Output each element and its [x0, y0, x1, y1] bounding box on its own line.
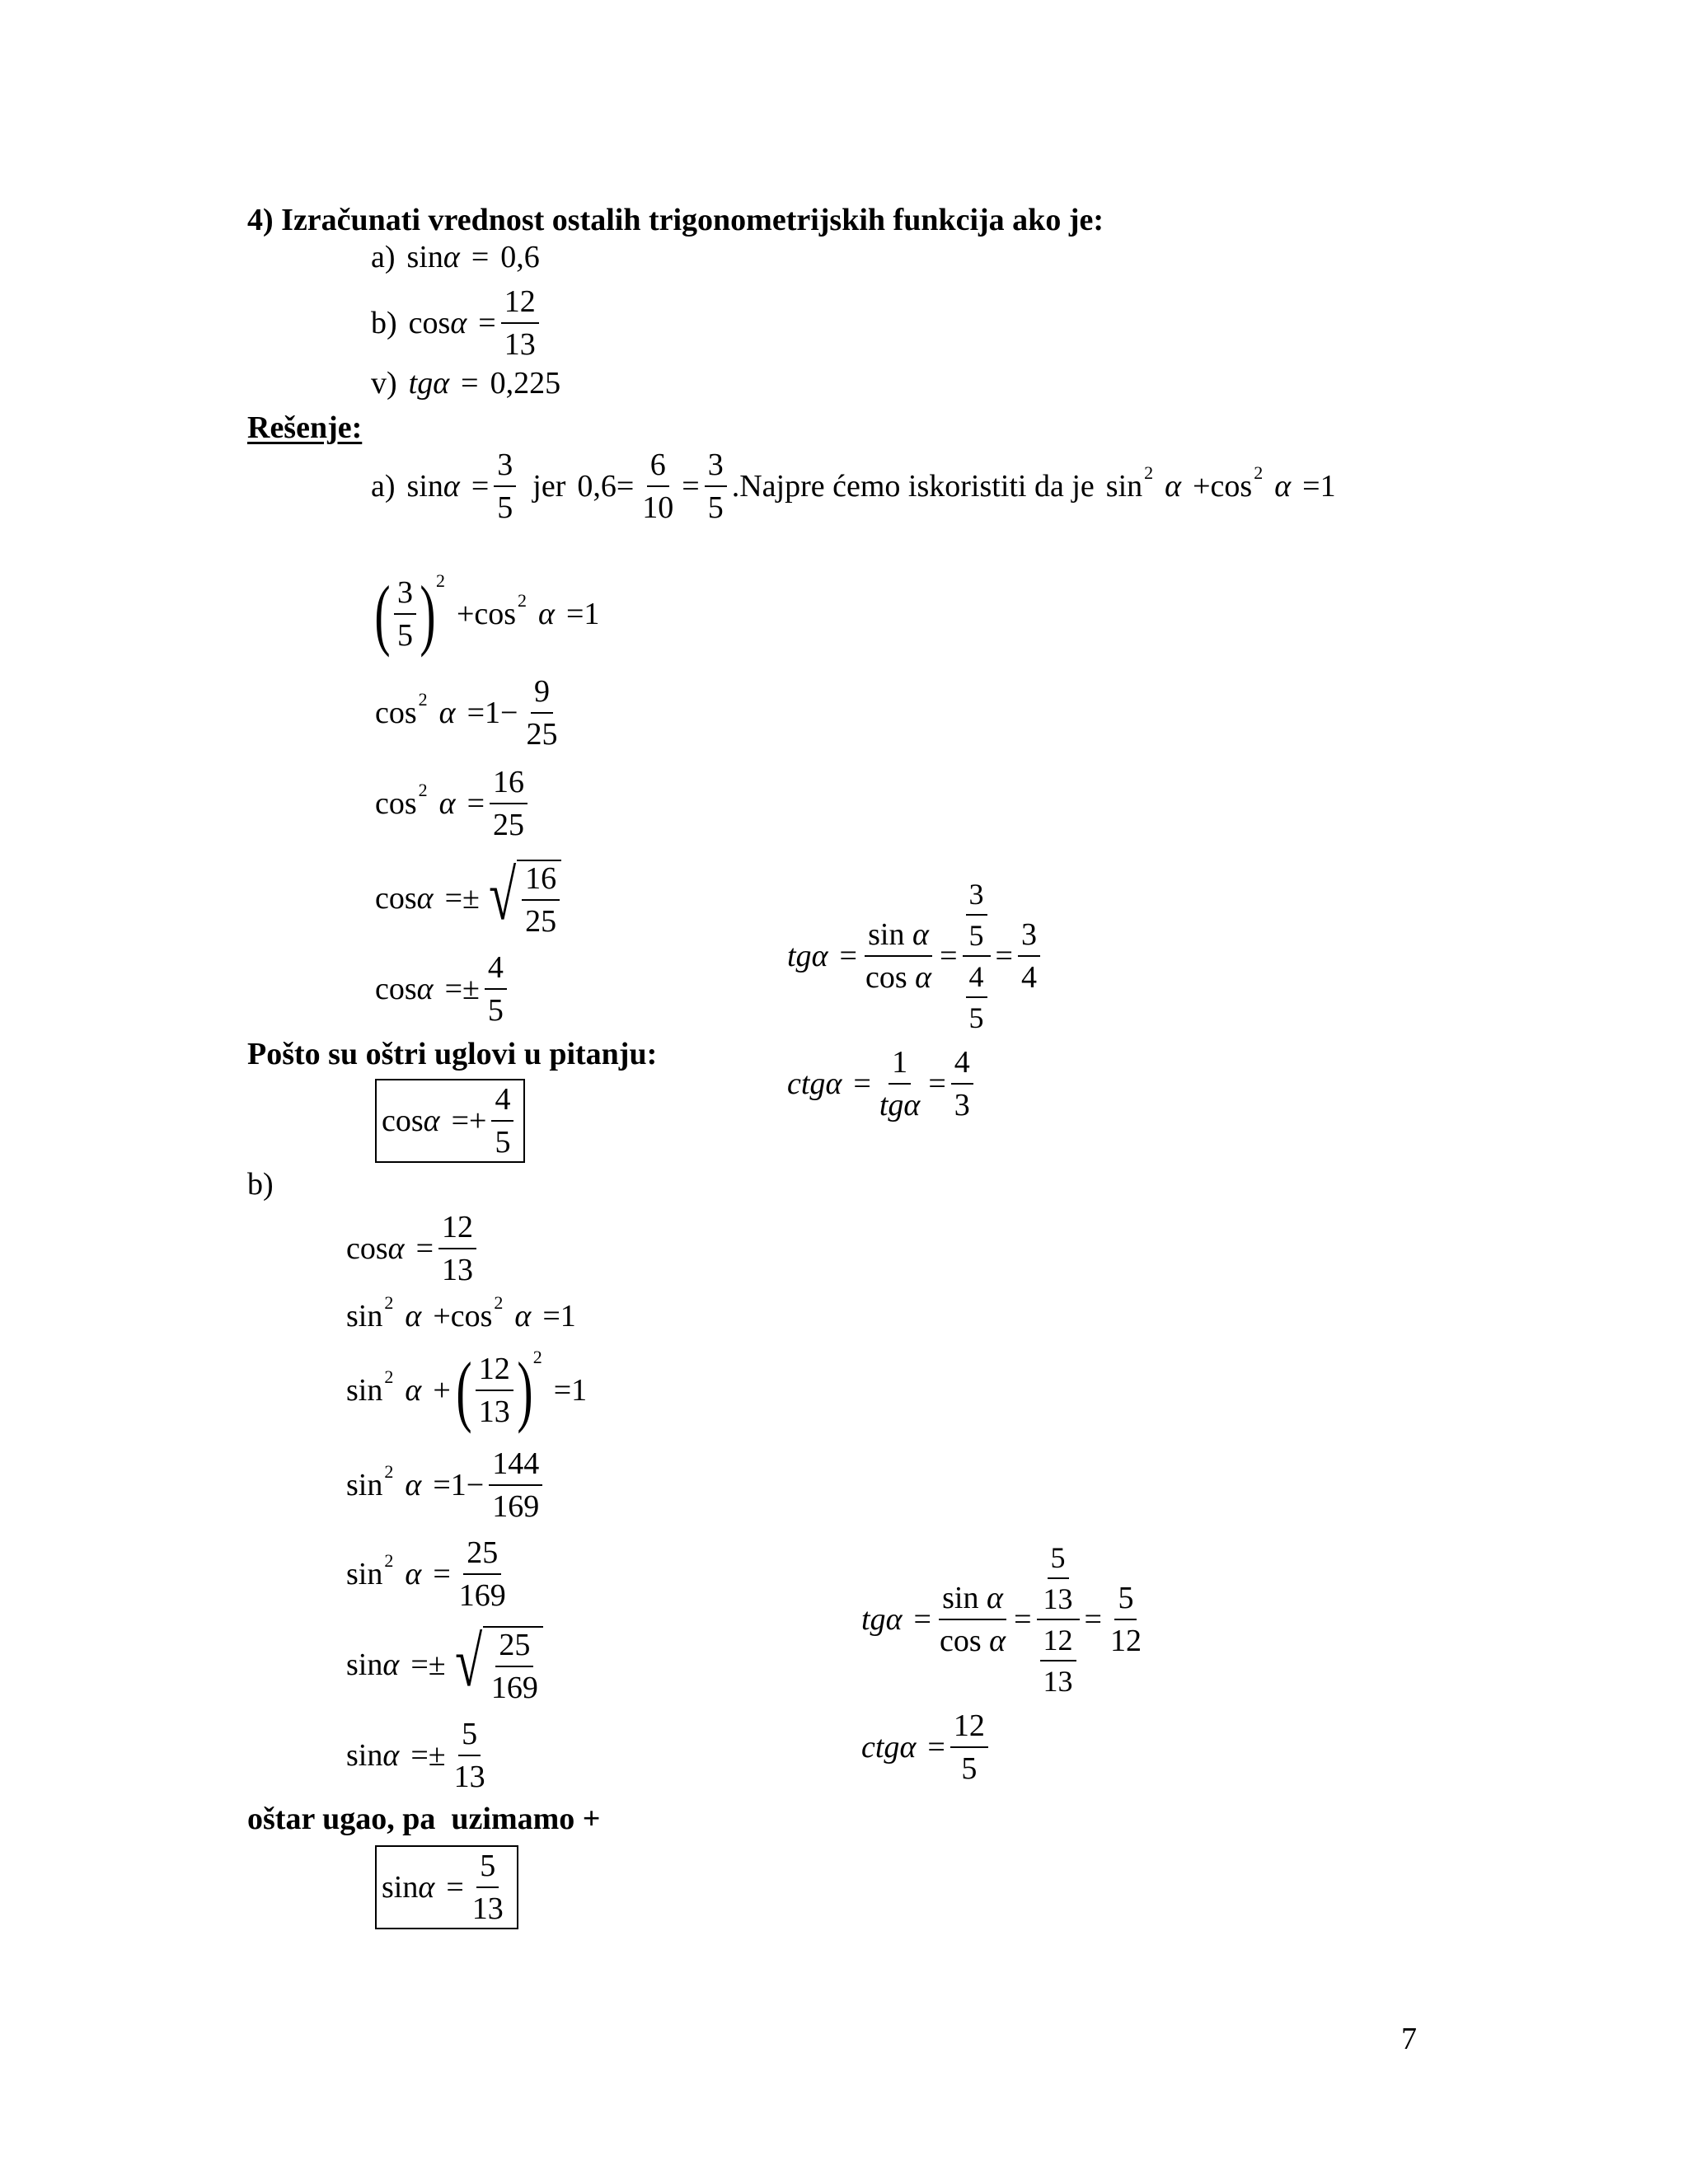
task-v: v) tg α = 0,225: [371, 366, 561, 401]
fraction: 1 tgα: [879, 1045, 921, 1122]
task-a: a) sin α = 0,6: [371, 240, 540, 274]
acute-note-a: Pošto su oštri uglovi u pitanju:: [247, 1037, 658, 1071]
solution-b-label: b): [247, 1167, 274, 1202]
fraction: 3 5: [394, 577, 416, 651]
tg-a: tg α = $\frac{\text{sin α}}{\text{cos α}}$ = $\frac{\frac{3}{5}}{\frac{4}{5}}$ = $\frac{3}{4}$: [787, 874, 1045, 1038]
square-root: √ 25 169: [449, 1626, 543, 1704]
solution-a-line: a) sin α = $\frac{3}{5}$ jer 0,6 = $\frac{6}{10}$ = $\frac{3}{5}$ .Najpre ćemo iskoristiti da je sin 2 α + cos 2 α = 1: [371, 448, 1336, 525]
fraction: $\frac{12}{13}$: [438, 1212, 476, 1286]
acute-note-b: oštar ugao, pa uzimamo +: [247, 1802, 601, 1836]
fraction: $\frac{\text{sin α}}{\text{cos α}}$: [865, 917, 932, 995]
step-a5: cos α = ± $\frac{4}{5}$: [375, 948, 512, 1030]
square-root: √ 16 25: [483, 860, 561, 937]
ctg-a: ctg α = 1 tgα = $\frac{4}{3}$: [787, 1043, 978, 1125]
fraction: $\frac{3}{5}$: [705, 449, 727, 523]
fraction: $\frac{5}{12}$: [1109, 1581, 1142, 1658]
task-b: b) cos α = $\frac{12}{13}$: [371, 282, 544, 364]
fraction: $\frac{4}{5}$: [485, 952, 507, 1026]
fraction: $\frac{3}{4}$: [1018, 919, 1040, 993]
fraction: $\frac{144}{169}$: [489, 1448, 542, 1522]
fraction: $\frac{6}{10}$: [642, 448, 674, 525]
ctg-b: ctg α = $\frac{12}{5}$: [861, 1706, 993, 1788]
step-b7: sin α = ± $\frac{5}{13}$: [346, 1714, 494, 1797]
compound-fraction: $\frac{\frac{3}{5}}{\frac{4}{5}}$: [963, 879, 991, 1033]
fraction: $\frac{4}{3}$: [951, 1047, 973, 1121]
fraction: 12 13: [476, 1353, 513, 1427]
step-b6: sin α = ± √ 25 169: [346, 1619, 543, 1710]
task-heading: 4) Izračunati vrednost ostalih trigonometrijskih funkcija ako je:: [247, 203, 1104, 237]
step-b1: cos α = $\frac{12}{13}$: [346, 1207, 481, 1290]
tg-b: tg α = $\frac{\text{sin α}}{\text{cos α}}$ = $\frac{\frac{5}{13}}{\frac{12}{13}}$ = $\frac{5}{12}$: [861, 1537, 1150, 1702]
step-b5: sin 2 α = $\frac{25}{169}$: [346, 1533, 514, 1615]
step-b2: sin 2 α + cos 2 α = 1: [346, 1292, 576, 1333]
fraction: $\frac{3}{5}$: [494, 449, 516, 523]
fraction: $\frac{16}{25}$: [490, 766, 528, 841]
fraction: $\frac{5}{13}$: [453, 1717, 485, 1794]
step-b3: sin 2 α + ( 12 13 ) 2 = 1: [346, 1346, 588, 1434]
compound-fraction: $\frac{\frac{5}{13}}{\frac{12}{13}}$: [1037, 1543, 1080, 1696]
fraction: $\frac{12}{5}$: [950, 1710, 988, 1784]
step-b4: sin 2 α = 1 − $\frac{144}{169}$: [346, 1444, 547, 1526]
result-box: sin α = $\frac{5}{13}$: [375, 1845, 518, 1929]
result-a: [375, 1076, 525, 1166]
label-a: a): [371, 240, 396, 274]
step-a4: cos α = ± √ 16 25: [375, 853, 561, 944]
solution-heading: Rešenje:: [247, 410, 363, 445]
fraction: $\frac{9}{25}$: [526, 674, 558, 752]
step-a2: cos 2 α = 1 − $\frac{9}{25}$: [375, 672, 565, 754]
step-a3: cos 2 α = $\frac{16}{25}$: [375, 762, 532, 845]
fraction: $\frac{25}{169}$: [458, 1535, 506, 1613]
page-number: 7: [1401, 2022, 1417, 2056]
fraction: $\frac{12}{13}$: [501, 286, 539, 360]
result-b: [375, 1842, 518, 1933]
step-a1: ( 3 5 ) 2 + cos 2 α = 1: [374, 569, 600, 658]
fraction: $\frac{\text{sin α}}{\text{cos α}}$: [939, 1581, 1006, 1658]
result-box: cos α = + $\frac{4}{5}$: [375, 1079, 525, 1163]
